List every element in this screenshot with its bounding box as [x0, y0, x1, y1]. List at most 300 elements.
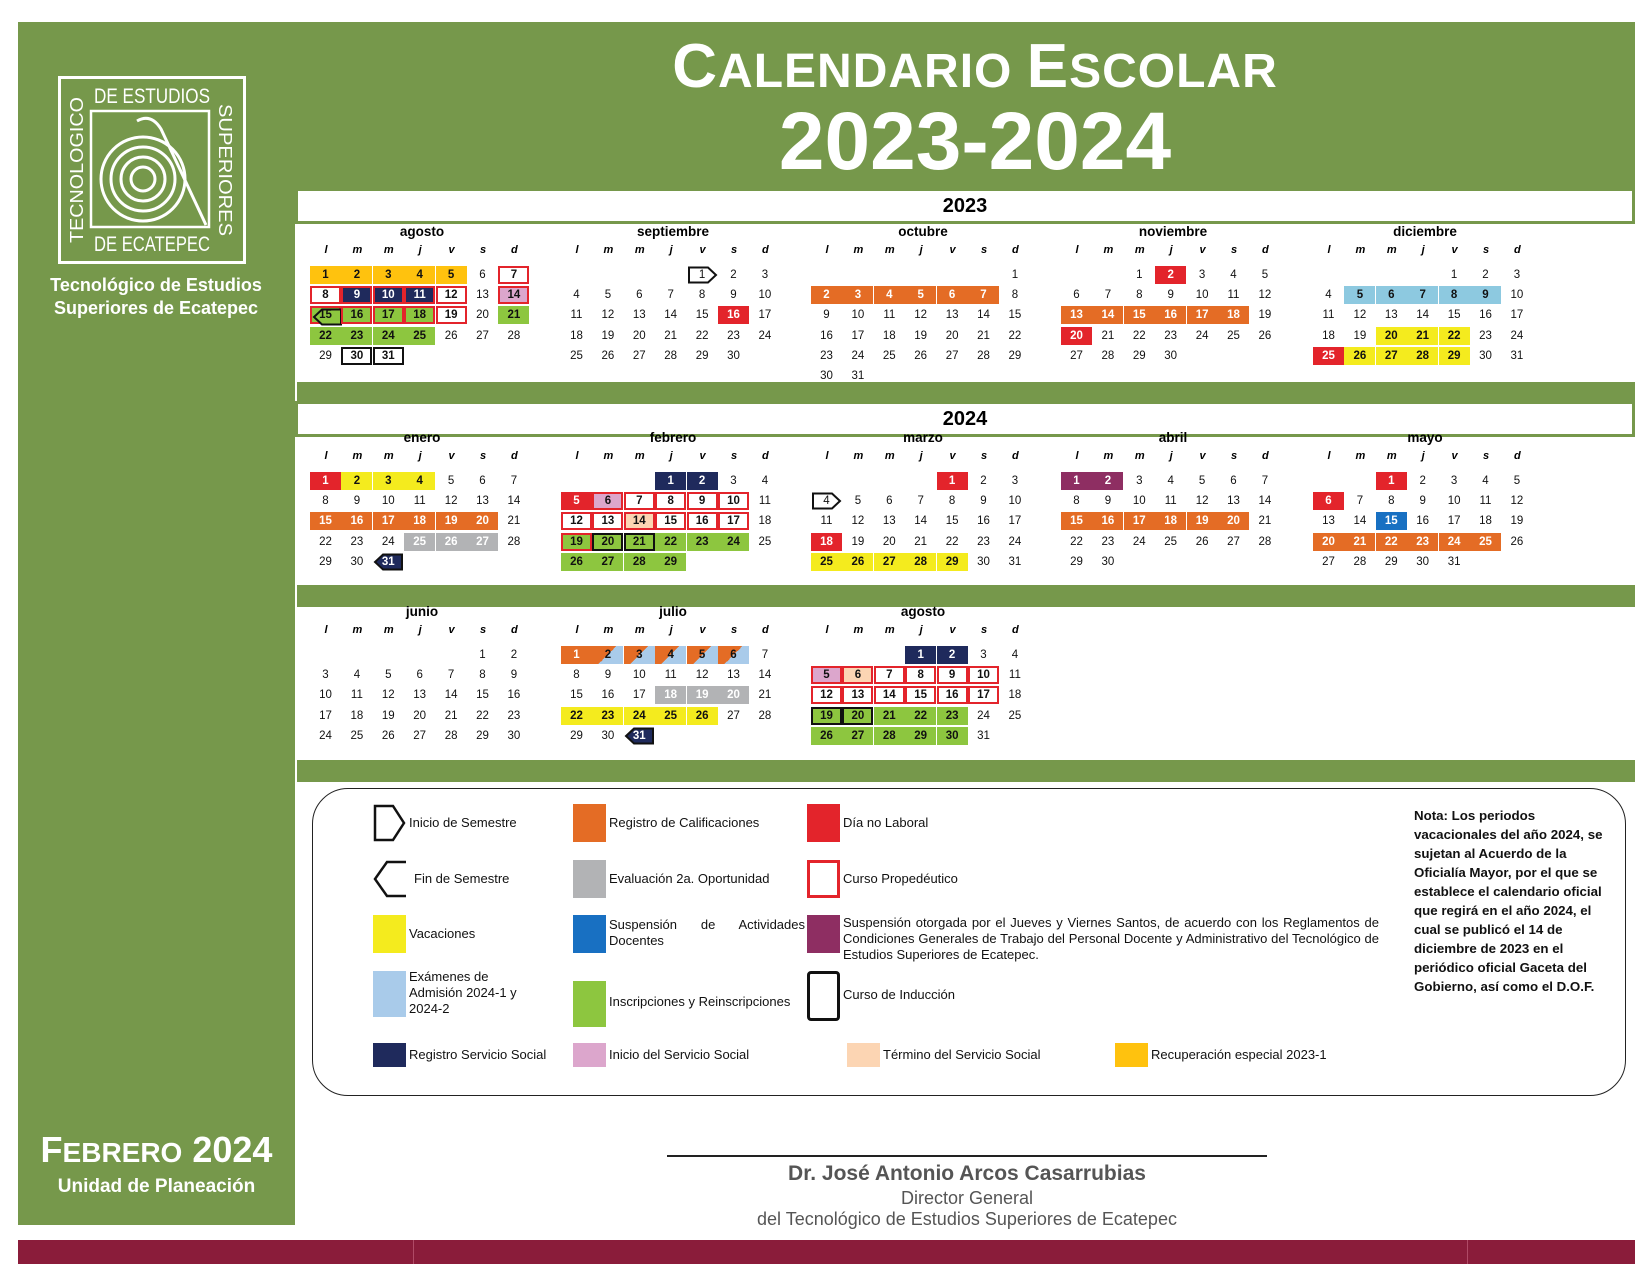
day-number: 7	[980, 289, 987, 302]
calendar-day	[404, 327, 435, 345]
calendar-day	[624, 492, 655, 510]
calendar-day	[1155, 306, 1186, 324]
day-number: 26	[695, 709, 709, 722]
weekday-label: v	[949, 244, 956, 256]
calendar-day	[341, 306, 372, 324]
calendar-day	[498, 492, 529, 510]
weekday-label: m	[1103, 450, 1114, 462]
weekday-label: v	[949, 450, 956, 462]
calendar-day	[467, 286, 498, 304]
calendar-day	[811, 286, 842, 304]
weekday-label: l	[575, 244, 579, 256]
day-number: 15	[945, 515, 959, 528]
month-name: octubre	[898, 224, 948, 239]
calendar-day	[968, 492, 999, 510]
day-number: 22	[664, 535, 678, 548]
calendar-day	[968, 727, 999, 745]
day-number: 26	[1258, 329, 1272, 342]
calendar-day	[1376, 306, 1407, 324]
calendar-day	[1187, 306, 1218, 324]
calendar-day	[937, 707, 968, 725]
calendar-day	[999, 666, 1030, 684]
calendar-day	[341, 286, 372, 304]
calendar-day	[1344, 533, 1375, 551]
day-number: 15	[1070, 515, 1083, 528]
day-number: 23	[350, 535, 364, 548]
weekday-label: l	[1327, 450, 1331, 462]
weekday-label: v	[699, 244, 706, 256]
day-number: 27	[1384, 349, 1398, 362]
calendar-day	[436, 707, 467, 725]
day-number: 31	[851, 370, 865, 382]
calendar-day	[937, 533, 968, 551]
weekday-label: j	[669, 244, 673, 256]
calendar-day	[1061, 472, 1092, 490]
calendar-day	[842, 367, 873, 385]
calendar-day	[436, 472, 467, 490]
calendar-day	[592, 492, 623, 510]
calendar-day	[1187, 472, 1218, 490]
day-number: 3	[322, 669, 329, 682]
day-number: 8	[698, 289, 706, 302]
day-number: 19	[444, 515, 458, 528]
calendar-day	[874, 666, 905, 684]
day-number: 25	[350, 729, 364, 742]
day-number: 25	[1227, 329, 1240, 342]
weekday-label: l	[575, 624, 579, 636]
weekday-label: d	[1012, 244, 1019, 256]
calendar-day	[842, 686, 873, 704]
calendar-day	[561, 533, 592, 551]
calendar-day	[1344, 306, 1375, 324]
color-swatch	[847, 1043, 880, 1067]
day-number: 8	[917, 669, 924, 682]
calendar-day	[404, 472, 435, 490]
calendar-day	[999, 646, 1030, 664]
day-number: 15	[476, 689, 489, 702]
calendar-day	[1249, 266, 1280, 284]
weekday-label: l	[825, 624, 829, 636]
day-number: 16	[727, 309, 740, 322]
calendar-day	[1155, 347, 1186, 365]
calendar-day	[968, 472, 999, 490]
calendar-day	[968, 707, 999, 725]
calendar-day	[811, 666, 842, 684]
calendar-day	[498, 327, 529, 345]
legend-label: Evaluación 2a. Oportunidad	[609, 871, 770, 886]
day-number: 11	[883, 309, 896, 322]
calendar-day	[592, 707, 623, 725]
weekday-label: m	[383, 624, 394, 636]
day-number: 29	[1132, 349, 1146, 362]
calendar-day	[1470, 472, 1501, 490]
calendar-day-semester-start	[687, 266, 718, 284]
calendar-day	[1439, 347, 1470, 365]
day-number: 31	[381, 349, 395, 362]
day-number: 20	[1384, 329, 1398, 342]
day-number: 27	[1070, 349, 1083, 362]
calendar-day	[1155, 472, 1186, 490]
calendar-day	[498, 727, 529, 745]
calendar-day-semester-start	[811, 492, 842, 510]
day-number: 20	[632, 329, 646, 342]
day-number: 2	[1482, 269, 1489, 281]
day-number: 7	[510, 475, 518, 487]
color-swatch	[807, 971, 840, 1021]
day-number: 23	[695, 535, 709, 548]
day-number: 24	[381, 329, 395, 342]
day-number: 15	[319, 515, 332, 528]
calendar-day	[968, 646, 999, 664]
calendar-day	[874, 727, 905, 745]
calendar-day	[937, 327, 968, 345]
calendar-day	[655, 666, 686, 684]
calendar-day	[749, 286, 780, 304]
calendar-day	[310, 533, 341, 551]
day-number: 9	[1104, 495, 1112, 508]
day-number: 7	[510, 269, 518, 281]
day-number: 18	[1164, 515, 1178, 528]
calendar-day	[436, 306, 467, 324]
day-number: 3	[761, 269, 769, 281]
logo-text-bottom: DE ECATEPEC	[94, 233, 210, 256]
weekday-label: m	[1134, 450, 1145, 462]
calendar-day	[999, 472, 1030, 490]
calendar-day	[1470, 327, 1501, 345]
day-number: 14	[444, 689, 458, 702]
day-number: 2	[353, 475, 361, 487]
weekday-label: d	[762, 450, 769, 462]
calendar-day	[561, 666, 592, 684]
calendar-day	[1092, 347, 1123, 365]
calendar-day	[968, 553, 999, 571]
page-title: CALENDARIO ESCOLAR	[672, 32, 1278, 101]
calendar-day	[842, 492, 873, 510]
calendar-day	[467, 533, 498, 551]
day-number: 25	[664, 709, 678, 722]
day-number: 27	[1322, 555, 1335, 568]
day-number: 27	[1227, 535, 1240, 548]
calendar-day	[592, 306, 623, 324]
calendar-day	[1439, 472, 1470, 490]
day-number: 15	[1447, 309, 1461, 322]
calendar-day	[404, 707, 435, 725]
weekday-label: s	[730, 450, 738, 462]
day-number: 22	[1447, 329, 1461, 342]
calendar-day	[687, 347, 718, 365]
calendar-day	[1313, 286, 1344, 304]
calendar-day	[718, 512, 749, 530]
weekday-label: l	[1075, 244, 1079, 256]
day-number: 19	[851, 535, 865, 548]
calendar-day	[655, 327, 686, 345]
day-number: 6	[948, 289, 956, 302]
day-number: 20	[945, 329, 959, 342]
day-number: 2	[980, 475, 987, 487]
calendar-day	[1155, 492, 1186, 510]
day-number: 18	[570, 329, 583, 342]
page-subtitle-years: 2023-2024	[778, 96, 1172, 187]
day-number: 30	[1416, 555, 1430, 568]
day-number: 8	[322, 495, 329, 508]
calendar-day	[999, 512, 1030, 530]
day-number: 25	[820, 555, 833, 568]
signatory-role: Director General del Tecnológico de Estudios Superiores de Ecatepec	[757, 1188, 1177, 1229]
calendar-day	[341, 492, 372, 510]
legend-label: Día no Laboral	[843, 815, 929, 830]
calendar-day	[467, 512, 498, 530]
calendar-day	[373, 472, 404, 490]
calendar-day	[937, 306, 968, 324]
calendar-day	[592, 347, 623, 365]
day-number: 10	[1447, 495, 1461, 508]
calendar-day	[1124, 286, 1155, 304]
weekday-label: m	[884, 450, 895, 462]
day-number: 4	[1325, 289, 1332, 302]
calendar-day	[404, 512, 435, 530]
calendar-day	[1376, 347, 1407, 365]
calendar-day	[436, 666, 467, 684]
calendar-day	[655, 306, 686, 324]
calendar-day	[968, 686, 999, 704]
calendar-day	[1344, 286, 1375, 304]
calendar-day	[718, 266, 749, 284]
calendar-day	[687, 707, 718, 725]
calendar-day	[874, 347, 905, 365]
calendar-day	[310, 686, 341, 704]
day-number: 9	[1482, 289, 1489, 302]
calendar-day	[310, 266, 341, 284]
calendar-day	[436, 512, 467, 530]
calendar-day	[592, 286, 623, 304]
calendar-day	[1344, 327, 1375, 345]
day-number: 20	[476, 515, 489, 528]
calendar-day	[404, 666, 435, 684]
legend-label: Curso de Inducción	[843, 987, 956, 1002]
calendar-day	[1092, 306, 1123, 324]
calendar-day	[1344, 512, 1375, 530]
calendar-day	[310, 327, 341, 345]
calendar-day	[1187, 266, 1218, 284]
day-number: 24	[977, 709, 990, 722]
end-semester-icon	[373, 860, 406, 898]
calendar-day	[436, 686, 467, 704]
day-number: 14	[1101, 309, 1115, 322]
day-number: 9	[353, 495, 361, 508]
color-swatch	[373, 971, 406, 1017]
calendar-day	[655, 686, 686, 704]
weekday-label: v	[448, 450, 455, 462]
calendar-day	[1501, 286, 1532, 304]
calendar-day	[561, 306, 592, 324]
day-number: 19	[695, 689, 709, 702]
day-number: 4	[1167, 475, 1174, 487]
day-number: 14	[1353, 515, 1367, 528]
calendar-day-semester-end	[310, 306, 341, 324]
day-number: 7	[1261, 475, 1269, 487]
weekday-label: j	[1169, 244, 1173, 256]
day-number: 21	[977, 329, 990, 342]
calendar-day	[687, 286, 718, 304]
calendar-day	[905, 347, 936, 365]
calendar-day	[1313, 347, 1344, 365]
calendar-day	[1249, 512, 1280, 530]
calendar-day	[999, 492, 1030, 510]
day-number: 1	[322, 269, 329, 281]
calendar-day	[687, 327, 718, 345]
calendar-day	[1376, 286, 1407, 304]
weekday-label: l	[324, 624, 328, 636]
calendar-day	[905, 492, 936, 510]
day-number: 17	[851, 329, 865, 342]
day-number: 13	[1322, 515, 1335, 528]
day-number: 23	[945, 709, 959, 722]
calendar-day	[1218, 512, 1249, 530]
day-number: 7	[636, 495, 643, 508]
calendar-day	[373, 327, 404, 345]
day-number: 11	[413, 495, 426, 508]
calendar-day	[467, 472, 498, 490]
day-number: 3	[980, 649, 987, 661]
weekday-label: s	[980, 450, 988, 462]
calendar-day	[811, 512, 842, 530]
day-number: 9	[980, 495, 987, 508]
day-number: 7	[1419, 289, 1426, 302]
day-number: 28	[1258, 535, 1272, 548]
month-name: agosto	[399, 224, 445, 239]
calendar-day	[655, 512, 686, 530]
calendar-day	[341, 472, 372, 490]
calendar-day	[968, 512, 999, 530]
calendar-day	[561, 286, 592, 304]
calendar-day	[1313, 327, 1344, 345]
calendar-day	[1470, 512, 1501, 530]
calendar-day	[937, 492, 968, 510]
day-number: 26	[381, 729, 395, 742]
day-number: 10	[977, 669, 990, 682]
calendar-day	[341, 686, 372, 704]
calendar-day	[999, 553, 1030, 571]
day-number: 3	[385, 475, 392, 487]
day-number: 3	[730, 475, 737, 487]
calendar-day	[905, 286, 936, 304]
calendar-day	[373, 727, 404, 745]
day-number: 21	[882, 709, 896, 722]
day-number: 20	[1322, 535, 1335, 548]
day-number: 29	[319, 555, 332, 568]
day-number: 22	[319, 535, 332, 548]
calendar-day	[592, 327, 623, 345]
calendar-day	[1407, 553, 1438, 571]
start-semester-icon	[373, 804, 406, 842]
color-swatch	[573, 860, 606, 898]
day-number: 19	[601, 329, 615, 342]
weekday-label: m	[1386, 244, 1397, 256]
calendar-day	[624, 707, 655, 725]
calendar-day	[1439, 512, 1470, 530]
year-label-2023: 2023	[298, 191, 1632, 221]
day-number: 8	[1388, 495, 1395, 508]
calendar-day	[498, 286, 529, 304]
day-number: 16	[1164, 309, 1178, 322]
calendar-day	[1124, 266, 1155, 284]
calendar-day	[1092, 327, 1123, 345]
day-number: 6	[730, 649, 737, 661]
day-number: 16	[350, 309, 364, 322]
color-swatch	[373, 915, 406, 953]
calendar-day	[937, 666, 968, 684]
day-number: 7	[447, 669, 455, 682]
calendar-day	[498, 707, 529, 725]
day-number: 14	[1258, 495, 1272, 508]
month-name: septiembre	[636, 224, 710, 239]
calendar-day	[404, 727, 435, 745]
day-number: 2	[1419, 475, 1426, 487]
day-number: 18	[664, 689, 678, 702]
day-number: 8	[1011, 289, 1019, 302]
calendar-day	[404, 492, 435, 510]
day-number: 30	[350, 349, 364, 362]
day-number: 5	[1513, 475, 1521, 487]
calendar-day	[373, 707, 404, 725]
day-number: 10	[632, 669, 646, 682]
calendar-day	[467, 666, 498, 684]
day-number: 3	[1450, 475, 1458, 487]
calendar-day	[968, 327, 999, 345]
calendar-day	[1439, 266, 1470, 284]
day-number: 30	[1101, 555, 1115, 568]
day-number: 23	[1479, 329, 1492, 342]
day-number: 12	[570, 515, 583, 528]
calendar-day	[341, 266, 372, 284]
day-number: 28	[758, 709, 772, 722]
day-number: 24	[632, 709, 646, 722]
day-number: 21	[444, 709, 458, 722]
day-number: 1	[698, 269, 706, 281]
calendar-day	[1470, 492, 1501, 510]
day-number: 9	[1419, 495, 1426, 508]
calendar-day	[467, 492, 498, 510]
calendar-day	[1061, 347, 1092, 365]
day-number: 20	[851, 709, 865, 722]
weekday-label: j	[418, 624, 422, 636]
day-number: 22	[1070, 535, 1083, 548]
footer-bar	[18, 1240, 1635, 1264]
day-number: 26	[820, 729, 833, 742]
day-number: 4	[667, 649, 674, 661]
calendar-day	[310, 492, 341, 510]
day-number: 11	[1227, 289, 1240, 302]
calendar-day	[842, 327, 873, 345]
day-number: 14	[632, 515, 646, 528]
calendar-day	[1124, 492, 1155, 510]
day-number: 3	[1513, 269, 1521, 281]
calendar-day	[1218, 533, 1249, 551]
weekday-label: j	[669, 624, 673, 636]
day-number: 1	[1388, 475, 1395, 487]
month-name: febrero	[649, 430, 697, 445]
logo-emblem-icon	[101, 118, 206, 225]
day-number: 8	[479, 669, 486, 682]
day-number: 18	[882, 329, 896, 342]
day-number: 28	[914, 555, 928, 568]
day-number: 25	[1479, 535, 1492, 548]
calendar-day	[1439, 306, 1470, 324]
day-number: 20	[476, 309, 489, 322]
day-number: 23	[977, 535, 990, 548]
day-number: 20	[727, 689, 740, 702]
day-number: 12	[1258, 289, 1272, 302]
